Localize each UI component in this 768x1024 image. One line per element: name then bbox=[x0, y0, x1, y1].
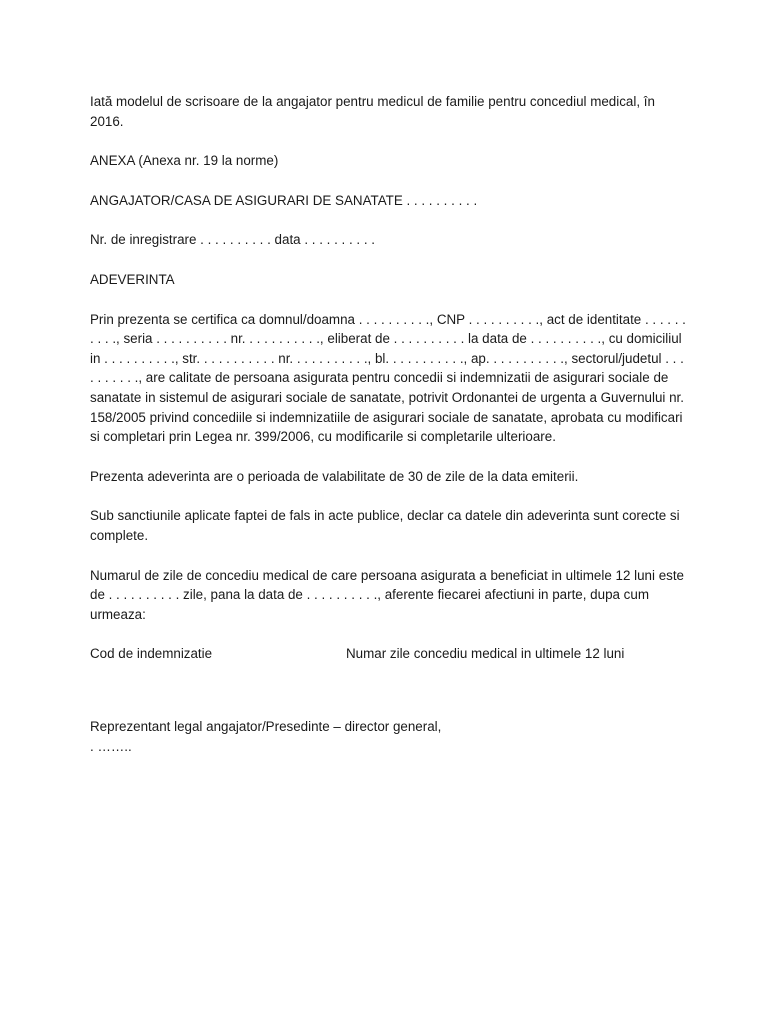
validity-paragraph: Prezenta adeverinta are o perioada de valabilitate de 30 de zile de la data emiterii. bbox=[90, 468, 579, 484]
body-paragraph: Prin prezenta se certifica ca domnul/doamna . . . . . . . . . ., CNP . . . . . . . . . ., act de identitate . . . . . . . . . ., seria . . . . . . . . . . nr. . . . . . . . . . ., eliberat de . . . . . . . . . . la data de . . . . . . . . . ., cu domiciliul in . . . . . . . . . ., str. . . . . . . . . . . nr. . . . . . . . . . ., bl. . . . . . . . . . ., ap. . . . . . . . . . ., sectorul/judetul . . . . . . . . . ., are calitate de persoana asigurata pentru concedii si indemnizatii de asigurari sociale de sanatate in sistemul de asigurari sociale de sanatate, potrivit Ordonantei de urgenta a Guvernului nr. 158/2005 privind concediile si indemnizatiile de asigurari sociale de sanatate, aprobata cu modificari si completari prin Legea nr. 399/2006, cu modificarile si completarile ulterioare. bbox=[90, 311, 690, 445]
signature-dots: . …….. bbox=[90, 738, 132, 754]
intro-text: Iată modelul de scrisoare de la angajator pentru medicul de familie pentru concediul medical, în 2016. bbox=[90, 94, 659, 129]
indemnity-table-header bbox=[90, 644, 690, 664]
signature-label: Reprezentant legal angajator/Presedinte – director general, bbox=[90, 719, 442, 735]
leave-days-header: Numar zile concediu medical in ultimele 12 luni bbox=[346, 646, 625, 662]
declaration-paragraph: Sub sanctiunile aplicate faptei de fals in acte publice, declar ca datele din adeverinta sunt corecte si complete. bbox=[90, 508, 684, 543]
document-page bbox=[90, 92, 690, 756]
annex-label: ANEXA (Anexa nr. 19 la norme) bbox=[90, 153, 279, 169]
document-title: ADEVERINTA bbox=[90, 271, 175, 287]
registration-line: Nr. de inregistrare . . . . . . . . . . data . . . . . . . . . . bbox=[90, 232, 376, 248]
employer-line: ANGAJATOR/CASA DE ASIGURARI DE SANATATE . . . . . . . . . . bbox=[90, 192, 478, 208]
indemnity-code-header: Cod de indemnizatie bbox=[90, 646, 213, 662]
days-paragraph: Numarul de zile de concediu medical de care persoana asigurata a beneficiat in ultimele 12 luni este de . . . . . . . . . . zile, pana la data de . . . . . . . . . ., aferente fiecarei afectiuni in parte, dupa cum urmeaza: bbox=[90, 567, 688, 622]
